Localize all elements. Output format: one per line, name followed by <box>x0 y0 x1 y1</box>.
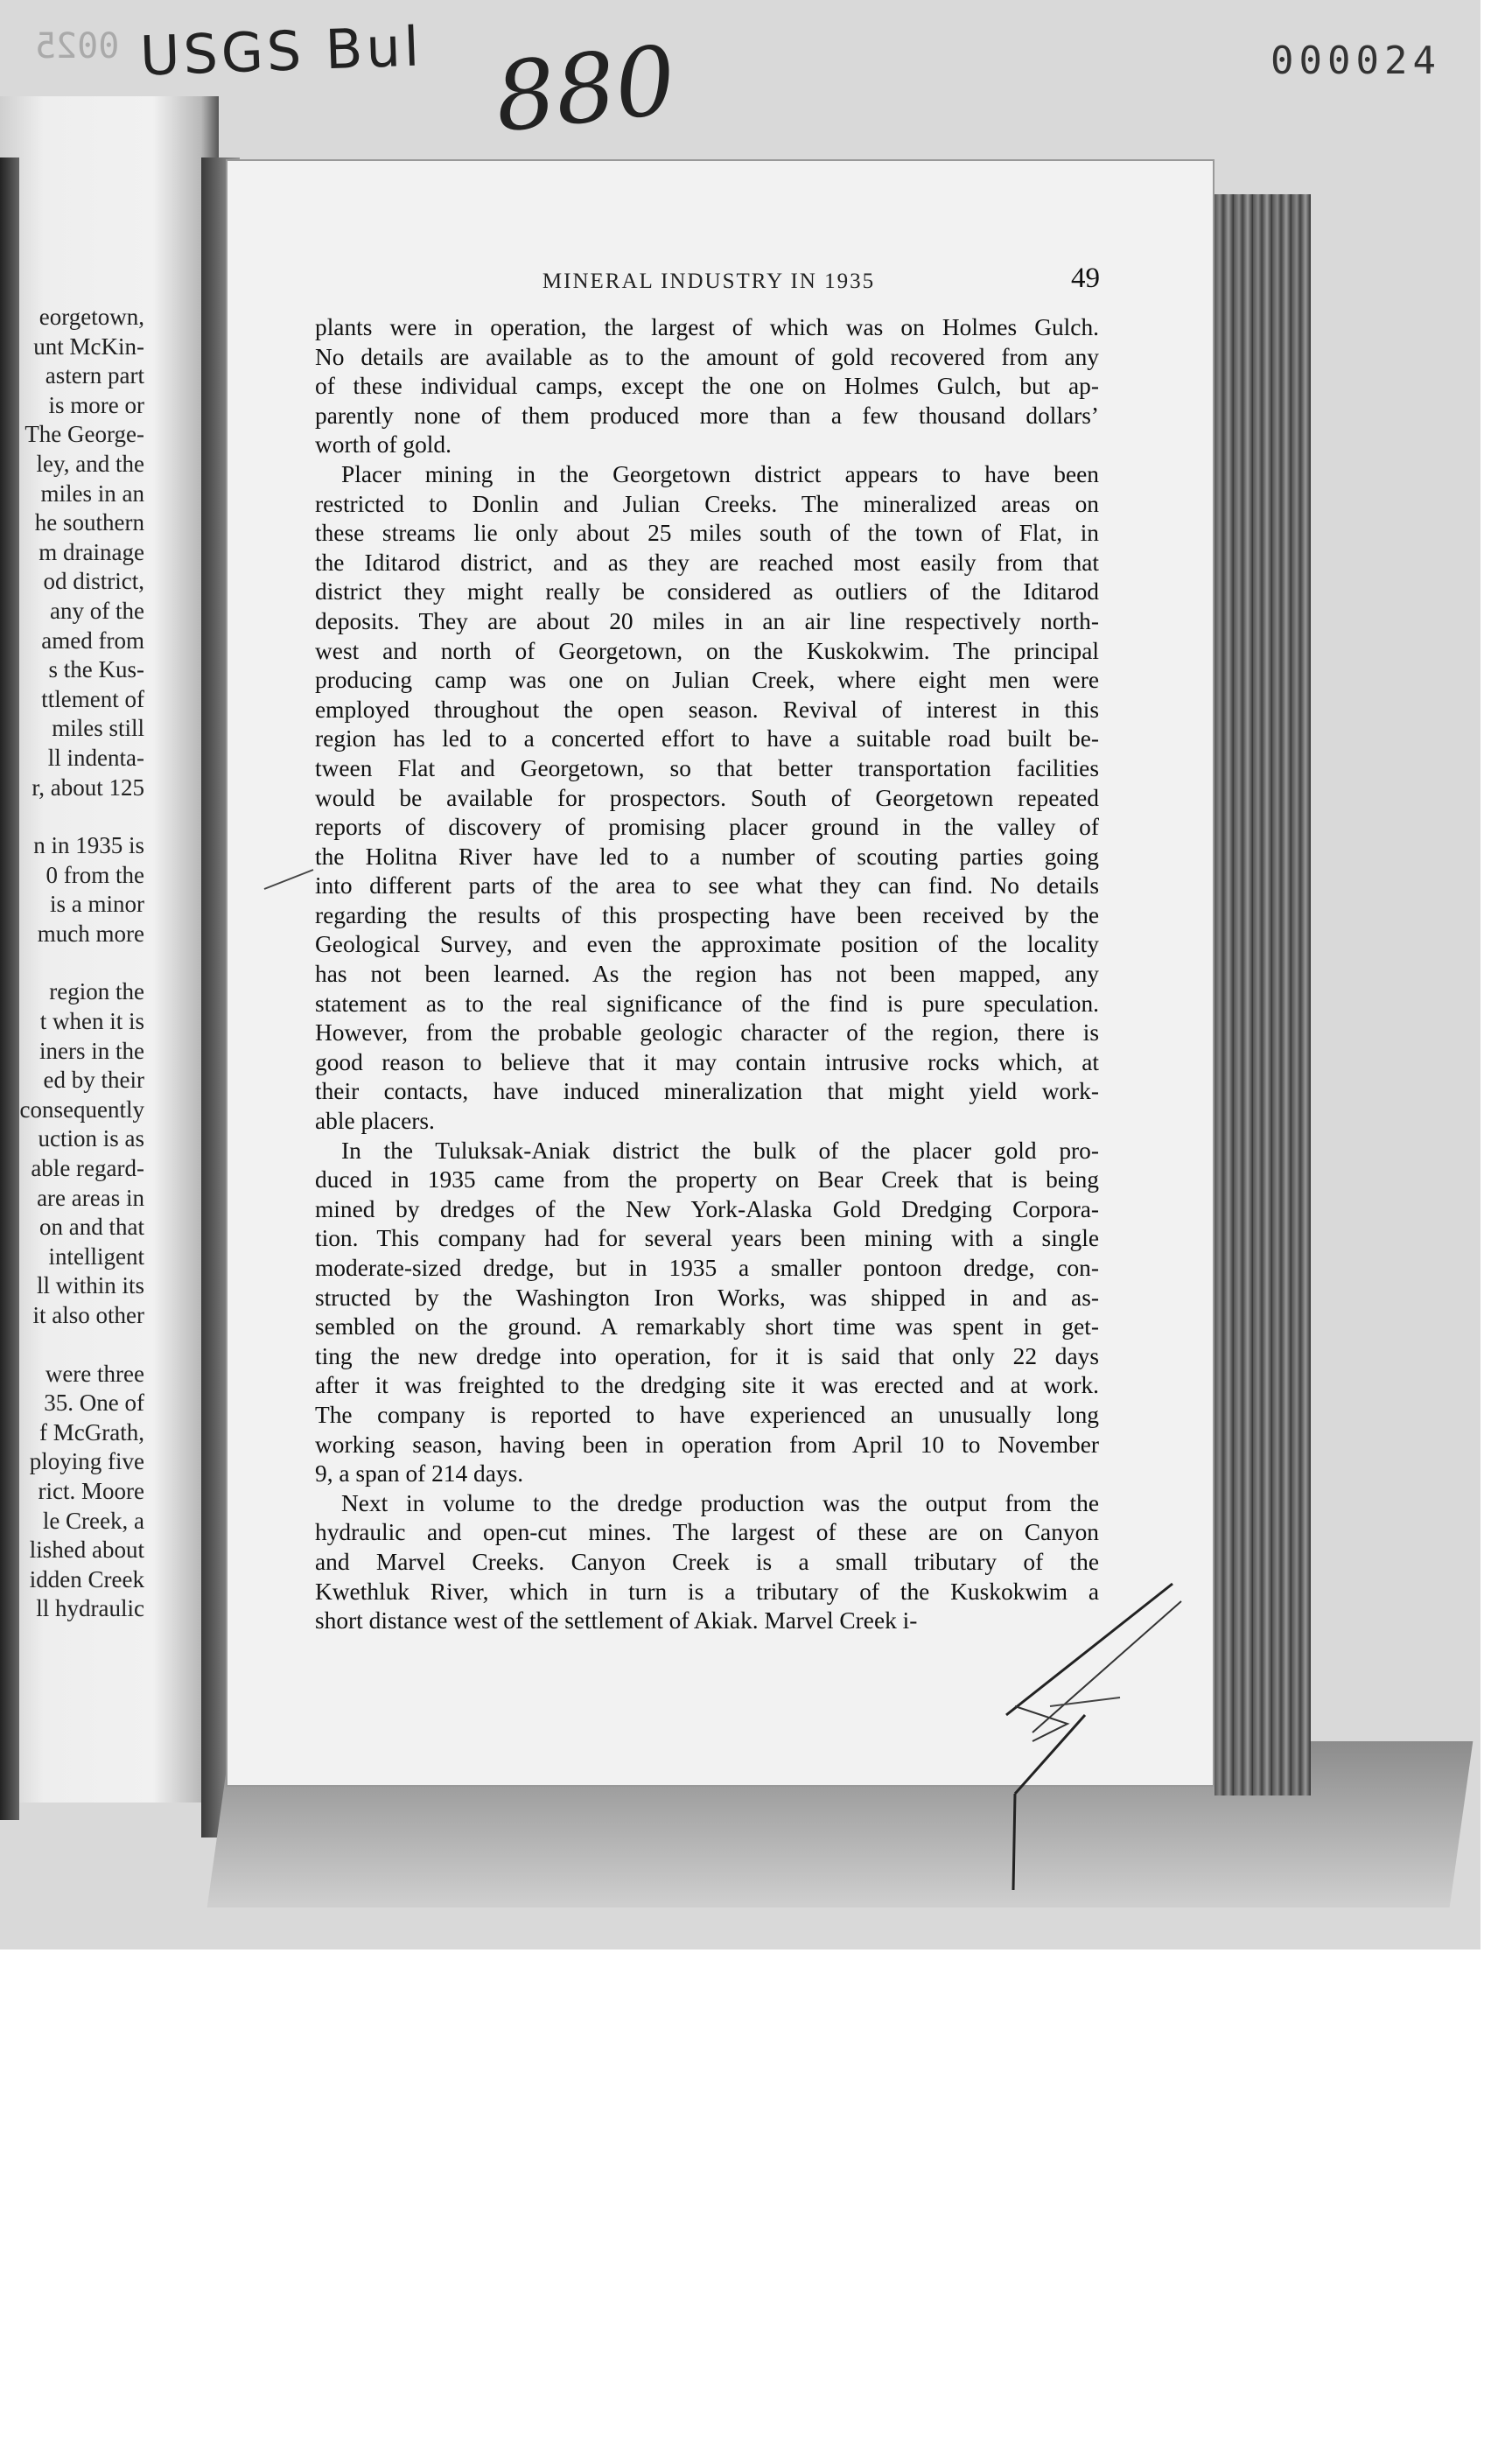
text-line: ting the new dredge into operation, for it is said that only 22 days <box>315 1342 1099 1369</box>
left-text-line: astern part <box>45 362 144 389</box>
text-line: tween Flat and Georgetown, so that better transportation facilities <box>315 754 1099 781</box>
text-line: reports of discovery of promising placer ground in the valley of <box>315 814 1099 841</box>
left-text-line: is more or <box>48 391 144 418</box>
text-line: employed throughout the open season. Revival of interest in this <box>315 696 1099 723</box>
left-text-line: idden Creek <box>29 1565 144 1592</box>
handwritten-reference: USGS Bul <box>138 14 424 88</box>
text-line: No details are available as to the amount of gold recovered from any <box>315 343 1099 370</box>
left-text-line: is a minor <box>50 891 144 918</box>
text-line: duced in 1935 came from the property on Bear Creek that is being <box>315 1166 1099 1194</box>
left-text-line: ley, and the <box>36 450 144 477</box>
text-line: sembled on the ground. A remarkably short time was spent in get- <box>315 1313 1099 1340</box>
left-text-line: 35. One of <box>44 1390 144 1417</box>
pencil-tick-mark <box>262 866 315 892</box>
text-line: and Marvel Creeks. Canyon Creek is a small tributary of the <box>315 1548 1099 1575</box>
text-line: In the Tuluksak-Aniak district the bulk of the placer gold pro- <box>341 1137 1099 1164</box>
left-text-line: ll indenta- <box>47 744 144 771</box>
text-line: able placers. <box>315 1108 435 1135</box>
left-text-line: he southern <box>34 509 144 536</box>
left-text-line: on and that <box>39 1214 144 1241</box>
text-line: deposits. They are about 20 miles in an air line respectively north- <box>315 607 1099 634</box>
left-text-line: t when it is <box>39 1008 144 1035</box>
pencil-check-mark <box>998 1566 1208 1899</box>
left-text-line: The George- <box>24 421 144 448</box>
text-line: Placer mining in the Georgetown district appears to have been <box>341 460 1099 487</box>
bleed-through-stamp: 0025 <box>35 26 120 66</box>
text-line: of these individual camps, except the one on Holmes Gulch, but ap- <box>315 373 1099 400</box>
text-line: has not been learned. As the region has not been mapped, any <box>315 961 1099 988</box>
text-line: tion. This company had for several years been mining with a single <box>315 1225 1099 1252</box>
left-text-line: unt McKin- <box>33 332 144 360</box>
left-text-line: ed by their <box>43 1067 144 1094</box>
text-line: Next in volume to the dredge production was the output from the <box>341 1489 1099 1516</box>
paragraph-gap <box>9 802 144 831</box>
left-text-line: f McGrath, <box>39 1418 144 1446</box>
text-line: worth of gold. <box>315 431 452 458</box>
left-text-line: ploying five <box>29 1448 144 1475</box>
text-line: short distance west of the settlement of Akiak. Marvel Creek i- <box>315 1607 918 1634</box>
left-text-line: consequently <box>19 1096 144 1123</box>
text-line: The company is reported to have experienced an unusually long <box>315 1401 1099 1428</box>
text-line: the Holitna River have led to a number of scouting parties going <box>315 843 1099 870</box>
left-text-line: ttlement of <box>41 685 144 712</box>
left-text-line: ll hydraulic <box>36 1595 144 1622</box>
left-text-line: le Creek, a <box>42 1507 144 1534</box>
text-line: However, from the probable geologic character of the region, there is <box>315 1019 1099 1046</box>
text-line: Geological Survey, and even the approximate position of the locality <box>315 931 1099 958</box>
text-line: producing camp was one on Julian Creek, where eight men were <box>315 667 1099 694</box>
left-text-line: amed from <box>41 626 144 654</box>
text-line: district they might really be considered as outliers of the Iditarod <box>315 578 1099 606</box>
text-line: mined by dredges of the New York-Alaska Gold Dredging Corpora- <box>315 1195 1099 1222</box>
left-text-line: were three <box>45 1360 144 1387</box>
left-text-line: n in 1935 is <box>33 832 144 859</box>
left-text-line: any of the <box>50 597 144 624</box>
text-line: into different parts of the area to see what they can find. No details <box>315 872 1099 900</box>
left-text-line: od district, <box>43 568 144 595</box>
left-text-line: s the Kus- <box>48 656 144 683</box>
left-text-line: m drainage <box>38 538 144 565</box>
text-line: after it was freighted to the dredging site it was erected and at work. <box>315 1372 1099 1399</box>
handwritten-bulletin-number: 880 <box>490 25 682 154</box>
text-line: restricted to Donlin and Julian Creeks. The mineralized areas on <box>315 490 1099 517</box>
text-line: good reason to believe that it may contain intrusive rocks which, at <box>315 1048 1099 1075</box>
paragraph-gap <box>9 1331 144 1360</box>
text-line: would be available for prospectors. South of Georgetown repeated <box>315 784 1099 811</box>
text-line: parently none of them produced more than a few thousand dollars’ <box>315 402 1099 429</box>
running-head: MINERAL INDUSTRY IN 1935 <box>542 270 876 293</box>
text-line: west and north of Georgetown, on the Kuskokwim. The principal <box>315 637 1099 664</box>
left-text-line: are areas in <box>37 1184 144 1211</box>
left-text-line: r, about 125 <box>32 774 144 801</box>
text-line: structed by the Washington Iron Works, was shipped in and as- <box>315 1284 1099 1311</box>
text-line: these streams lie only about 25 miles south of the town of Flat, in <box>315 520 1099 547</box>
left-text-line: uction is as <box>38 1125 144 1152</box>
text-line: moderate-sized dredge, but in 1935 a smaller pontoon dredge, con- <box>315 1255 1099 1281</box>
left-text-line: miles in an <box>40 480 144 507</box>
left-text-line: miles still <box>52 715 144 742</box>
left-text-line: ll within its <box>36 1272 144 1299</box>
left-text-line: it also other <box>32 1302 144 1328</box>
page-edges <box>1214 194 1311 1796</box>
left-text-line: 0 from the <box>46 861 144 888</box>
blank-margin <box>0 1950 1512 2450</box>
left-text-line: able regard- <box>31 1155 144 1182</box>
text-line: working season, having been in operation from April 10 to November <box>315 1431 1099 1458</box>
left-text-line: region the <box>49 978 144 1005</box>
left-text-line: intelligent <box>48 1242 144 1270</box>
left-text-line: lished about <box>29 1536 144 1564</box>
text-line: Kwethluk River, which in turn is a tributary of the Kuskokwim a <box>315 1578 1099 1605</box>
text-line: regarding the results of this prospecting have been received by the <box>315 901 1099 928</box>
text-line: plants were in operation, the largest of which was on Holmes Gulch. <box>315 314 1099 340</box>
text-line: 9, a span of 214 days. <box>315 1460 524 1488</box>
text-line: their contacts, have induced mineralization that might yield work- <box>315 1078 1099 1105</box>
text-line: statement as to the real significance of the find is pure speculation. <box>315 990 1099 1017</box>
left-text-line: eorgetown, <box>38 304 144 330</box>
text-line: the Iditarod district, and as they are reached most easily from that <box>315 549 1099 576</box>
left-text-line: iners in the <box>39 1037 144 1064</box>
left-text-line: rict. Moore <box>38 1477 144 1504</box>
page-number: 49 <box>1071 262 1100 294</box>
left-text-line: much more <box>37 920 144 947</box>
left-page-text-column <box>9 303 144 1624</box>
body-text <box>315 313 1099 1636</box>
text-line: region has led to a concerted effort to have a suitable road built be- <box>315 725 1099 752</box>
document-stamp-number: 000024 <box>1270 38 1441 83</box>
paragraph-gap <box>9 948 144 977</box>
text-line: hydraulic and open-cut mines. The largest of these are on Canyon <box>315 1519 1099 1546</box>
